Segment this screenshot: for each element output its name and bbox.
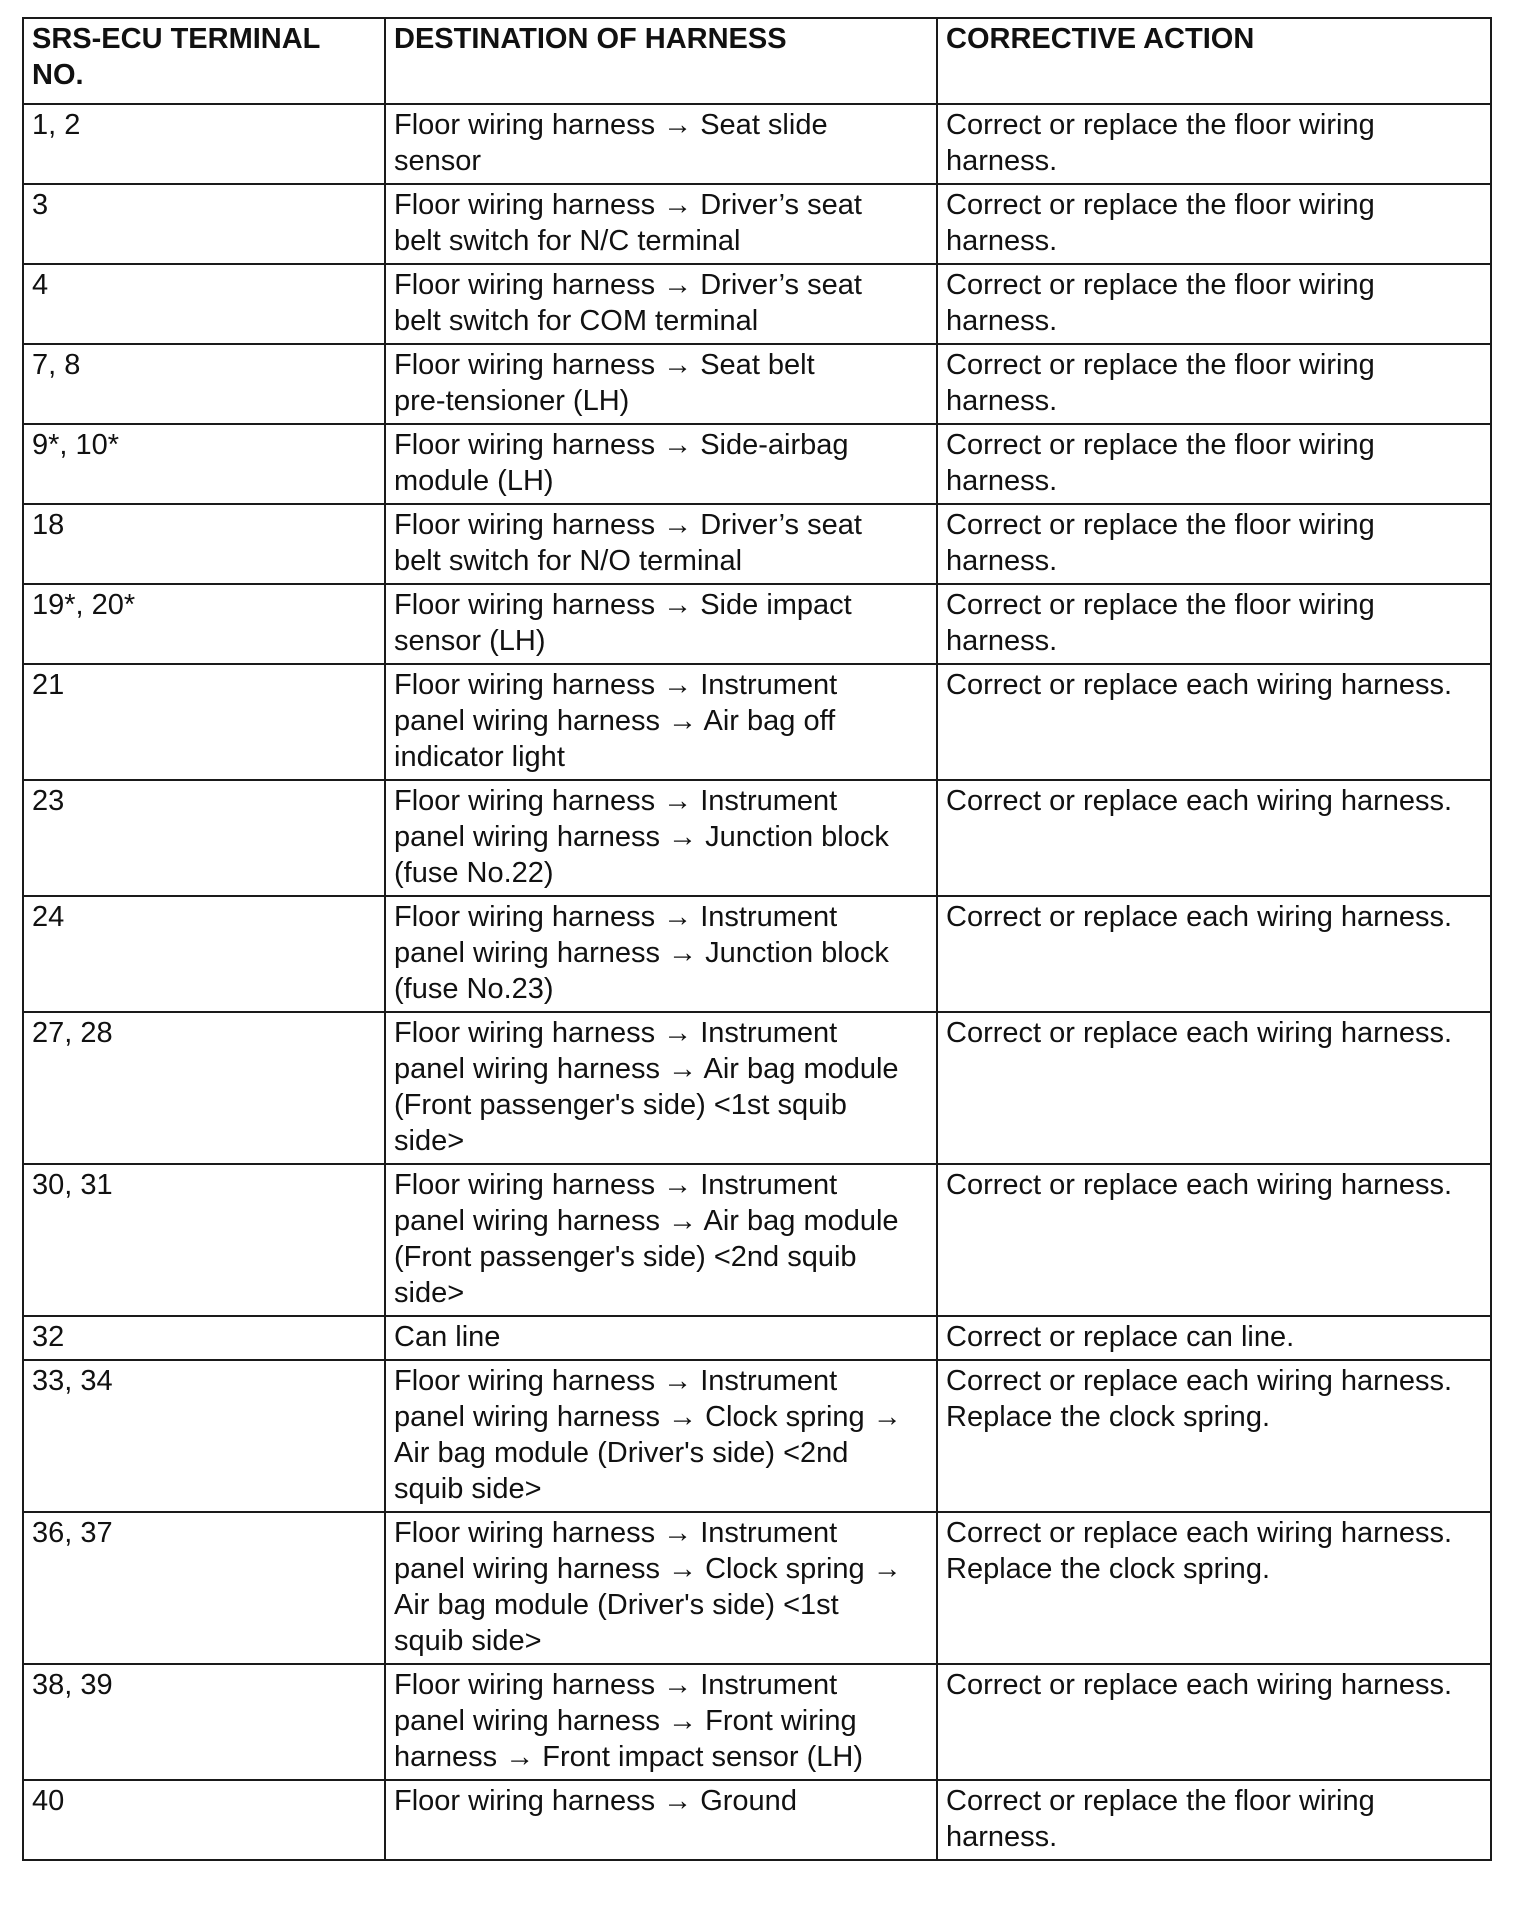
cell-corrective-action: Correct or replace each wiring harness. xyxy=(937,780,1491,896)
cell-terminal-no: 3 xyxy=(23,184,385,264)
cell-terminal-no: 38, 39 xyxy=(23,1664,385,1780)
cell-corrective-action: Correct or replace the floor wiring harness. xyxy=(937,104,1491,184)
cell-terminal-no: 4 xyxy=(23,264,385,344)
cell-terminal-no: 30, 31 xyxy=(23,1164,385,1316)
table-row xyxy=(23,344,1491,424)
header-corrective-action: CORRECTIVE ACTION xyxy=(937,18,1491,104)
cell-corrective-action: Correct or replace each wiring harness. xyxy=(937,1164,1491,1316)
cell-corrective-action: Correct or replace each wiring harness. xyxy=(937,1664,1491,1780)
table-row xyxy=(23,1664,1491,1780)
cell-corrective-action: Correct or replace the floor wiring harness. xyxy=(937,424,1491,504)
cell-destination: Floor wiring harness → Instrument panel wiring harness → Air bag module (Front passenger's side) <2nd squib side> xyxy=(385,1164,937,1316)
cell-destination: Floor wiring harness → Driver’s seat belt switch for COM terminal xyxy=(385,264,937,344)
cell-terminal-no: 36, 37 xyxy=(23,1512,385,1664)
cell-destination: Floor wiring harness → Instrument panel wiring harness → Air bag module (Front passenger's side) <1st squib side> xyxy=(385,1012,937,1164)
table-row xyxy=(23,1164,1491,1316)
cell-destination: Floor wiring harness → Instrument panel wiring harness → Junction block (fuse No.23) xyxy=(385,896,937,1012)
cell-terminal-no: 33, 34 xyxy=(23,1360,385,1512)
cell-terminal-no: 1, 2 xyxy=(23,104,385,184)
cell-destination: Floor wiring harness → Instrument panel wiring harness → Air bag off indicator light xyxy=(385,664,937,780)
cell-terminal-no: 18 xyxy=(23,504,385,584)
cell-destination: Floor wiring harness → Side-airbag module (LH) xyxy=(385,424,937,504)
cell-corrective-action: Correct or replace each wiring harness. Replace the clock spring. xyxy=(937,1512,1491,1664)
table-row xyxy=(23,1512,1491,1664)
cell-terminal-no: 24 xyxy=(23,896,385,1012)
table-row xyxy=(23,1780,1491,1860)
header-row xyxy=(23,18,1491,104)
cell-corrective-action: Correct or replace the floor wiring harness. xyxy=(937,1780,1491,1860)
table-row xyxy=(23,584,1491,664)
cell-terminal-no: 9*, 10* xyxy=(23,424,385,504)
cell-terminal-no: 19*, 20* xyxy=(23,584,385,664)
cell-corrective-action: Correct or replace can line. xyxy=(937,1316,1491,1360)
table-row xyxy=(23,184,1491,264)
cell-corrective-action: Correct or replace the floor wiring harness. xyxy=(937,584,1491,664)
header-destination-of-harness: DESTINATION OF HARNESS xyxy=(385,18,937,104)
cell-terminal-no: 7, 8 xyxy=(23,344,385,424)
cell-destination: Floor wiring harness → Instrument panel wiring harness → Clock spring → Air bag module (Driver's side) <2nd squib side> xyxy=(385,1360,937,1512)
cell-destination: Floor wiring harness → Seat slide sensor xyxy=(385,104,937,184)
table-row xyxy=(23,264,1491,344)
table-row xyxy=(23,1316,1491,1360)
cell-destination: Floor wiring harness → Instrument panel wiring harness → Junction block (fuse No.22) xyxy=(385,780,937,896)
table-row xyxy=(23,104,1491,184)
cell-corrective-action: Correct or replace each wiring harness. Replace the clock spring. xyxy=(937,1360,1491,1512)
cell-corrective-action: Correct or replace the floor wiring harness. xyxy=(937,184,1491,264)
cell-destination: Floor wiring harness → Instrument panel wiring harness → Clock spring → Air bag module (Driver's side) <1st squib side> xyxy=(385,1512,937,1664)
cell-terminal-no: 32 xyxy=(23,1316,385,1360)
cell-corrective-action: Correct or replace the floor wiring harness. xyxy=(937,344,1491,424)
cell-terminal-no: 27, 28 xyxy=(23,1012,385,1164)
srs-ecu-terminal-table xyxy=(22,17,1492,1861)
table-row xyxy=(23,1360,1491,1512)
cell-corrective-action: Correct or replace the floor wiring harness. xyxy=(937,504,1491,584)
cell-corrective-action: Correct or replace each wiring harness. xyxy=(937,1012,1491,1164)
table-body xyxy=(23,104,1491,1860)
cell-terminal-no: 23 xyxy=(23,780,385,896)
cell-corrective-action: Correct or replace each wiring harness. xyxy=(937,896,1491,1012)
cell-destination: Floor wiring harness → Instrument panel wiring harness → Front wiring harness → Front impact sensor (LH) xyxy=(385,1664,937,1780)
cell-destination: Floor wiring harness → Side impact sensor (LH) xyxy=(385,584,937,664)
cell-corrective-action: Correct or replace each wiring harness. xyxy=(937,664,1491,780)
table-row xyxy=(23,896,1491,1012)
cell-destination: Floor wiring harness → Driver’s seat belt switch for N/C terminal xyxy=(385,184,937,264)
table-row xyxy=(23,664,1491,780)
cell-destination: Floor wiring harness → Seat belt pre-tensioner (LH) xyxy=(385,344,937,424)
cell-terminal-no: 21 xyxy=(23,664,385,780)
cell-destination: Floor wiring harness → Ground xyxy=(385,1780,937,1860)
cell-terminal-no: 40 xyxy=(23,1780,385,1860)
cell-destination: Can line xyxy=(385,1316,937,1360)
header-terminal-no: SRS-ECU TERMINAL NO. xyxy=(23,18,385,104)
table-row xyxy=(23,780,1491,896)
table-row xyxy=(23,1012,1491,1164)
cell-corrective-action: Correct or replace the floor wiring harness. xyxy=(937,264,1491,344)
cell-destination: Floor wiring harness → Driver’s seat belt switch for N/O terminal xyxy=(385,504,937,584)
table-row xyxy=(23,424,1491,504)
table-row xyxy=(23,504,1491,584)
